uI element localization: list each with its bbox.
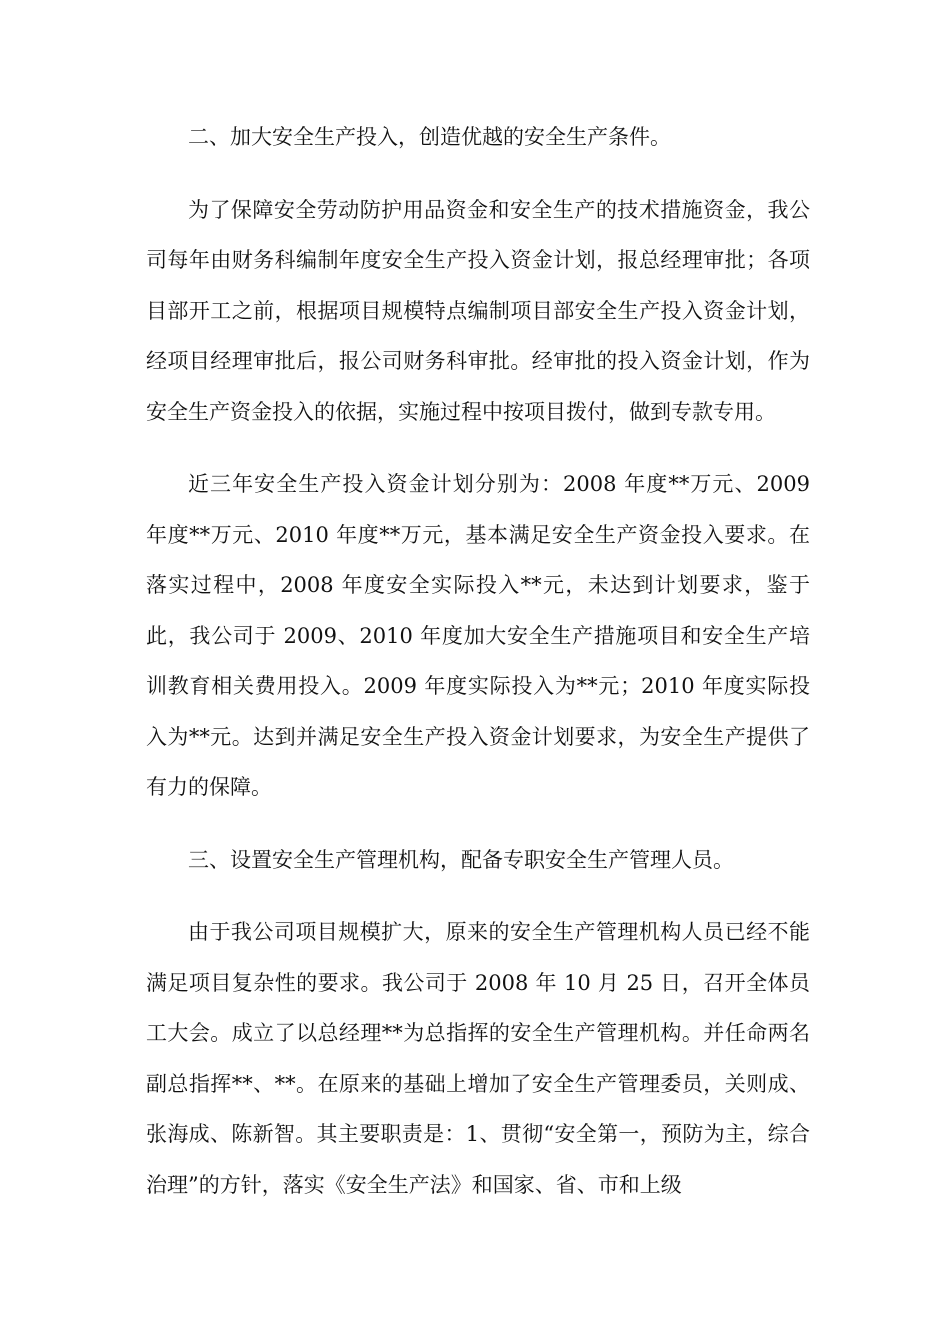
paragraph-management-organization: 由于我公司项目规模扩大，原来的安全生产管理机构人员已经不能满足项目复杂性的要求。我公司于 2008 年 10 月 25 日，召开全体员工大会。成立了以总经理**为总指挥的安全生产管理机构。并任命两名副总指挥**、**。在原来的基础上增加了安全生产管理委员，关则成、张海成、陈新智。其主要职责是：1、贯彻“安全第一，预防为主，综合治理”的方针，落实《安全生产法》和国家、省、市和上级 bbox=[146, 920, 810, 1197]
spacer bbox=[146, 163, 810, 185]
section-heading-3: 三、设置安全生产管理机构，配备专职安全生产管理人员。 bbox=[188, 847, 734, 872]
paragraph-investment-amounts: 近三年安全生产投入资金计划分别为：2008 年度**万元、2009 年度**万元、2010 年度**万元，基本满足安全生产资金投入要求。在落实过程中，2008 年度安全实际投入**元，未达到计划要求，鉴于此，我公司于 2009、2010 年度加大安全生产措施项目和安全生产培训教育相关费用投入。2009 年度实际投入为**元；2010 年度实际投入为**元。达到并满足安全生产投入资金计划要求，为安全生产提供了有力的保障。 bbox=[146, 472, 810, 799]
paragraph-funding-plan: 为了保障安全劳动防护用品资金和安全生产的技术措施资金，我公司每年由财务科编制年度安全生产投入资金计划，报总经理审批；各项目部开工之前，根据项目规模特点编制项目部安全生产投入资金计划，经项目经理审批后，报公司财务科审批。经审批的投入资金计划，作为安全生产资金投入的依据，实施过程中按项目拨付，做到专款专用。 bbox=[146, 197, 810, 424]
spacer bbox=[146, 813, 810, 835]
spacer bbox=[146, 437, 810, 459]
spacer bbox=[146, 885, 810, 907]
document-body bbox=[146, 112, 810, 1210]
section-heading-2: 二、加大安全生产投入，创造优越的安全生产条件。 bbox=[188, 125, 671, 149]
